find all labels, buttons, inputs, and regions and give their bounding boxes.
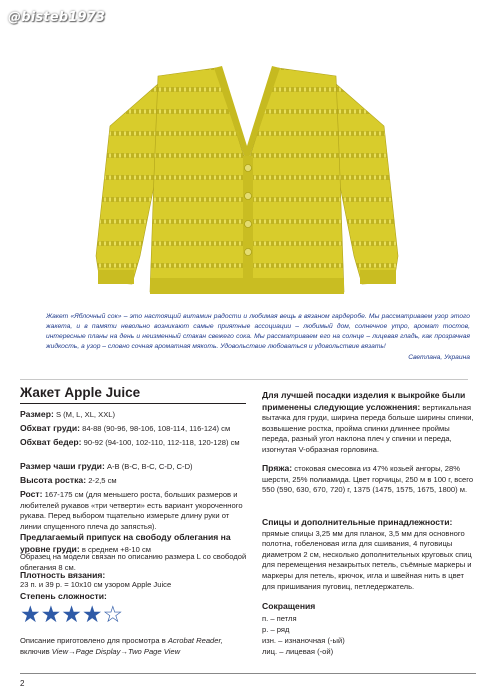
abbr-item: лиц. – лицевая (-ой) — [262, 647, 334, 656]
fit-block: Для лучшей посадки изделия к выкройке были применены следующие усложнения: вертикальная вытачка для груди, ширина переда больше ширины спинки, возвышение ростка, пройма спинки длиннее проймы переда, разный угол наклона плеч у спинки и переда, изогнутая V-образная горловина. — [262, 390, 474, 454]
ease-line: Предлагаемый припуск на свободу облегания на уровне груди: в среднем +8-10 см — [20, 532, 231, 554]
abbr-heading: Сокращения — [262, 601, 316, 611]
hip-line: Обхват бедер: 90-92 (94-100, 102-110, 112-118, 120-128) см — [20, 437, 240, 447]
yarn-block: Пряжа: стоковая смесовка из 47% козьей ангоры, 28% шерсти, 25% полиамида. Цвет горчицы, 250 м в 100 г, всего 550 (590, 630, 670, 720) г, 1375 (1475, 1575, 1675, 1800) м. — [262, 463, 474, 495]
growth-line: Рост: 167-175 см (для меньшего роста, больших размеров и любителей рукавов «три четверти» есть вариант укороченного рукава. Перед выбором тщательно измерьте длину руки от линии спущенного плеча до запястья). — [20, 489, 243, 531]
sweater-photo — [88, 56, 406, 306]
note-line-1: Описание приготовлено для просмотра в Acrobat Reader, — [20, 636, 223, 645]
abbr-item: п. – петля — [262, 614, 297, 623]
abbr-item: р. – ряд — [262, 625, 290, 634]
gauge-value: 23 п. и 39 р. = 10x10 см узором Apple Juice — [20, 580, 172, 589]
pattern-title: Жакет Apple Juice — [20, 385, 141, 400]
abbr-item: изн. – изнаночная (-ый) — [262, 636, 345, 645]
difficulty-label: Степень сложности: — [20, 591, 107, 601]
tools-block: Спицы и дополнительные принадлежности: прямые спицы 3,25 мм для планок, 3,5 мм для основного полотна, гобеленовая игла для сшивания, 4 пуговицы диаметром 2 см, несколько дополнительных круговых спиц для перемещения незакрытых петель, съёмные маркеры и маркеры для петель, крючок, игла и швейная нить в цвет для пришивания пуговиц, петледержатель. — [262, 517, 472, 591]
intro-signature: Светлана, Украина — [408, 354, 470, 361]
page-number: 2 — [20, 679, 25, 688]
intro-text: Жакет «Яблочный сок» – это настоящий витамин радости и любимая вещь в вязаном гардеробе. Мы рассматриваем узор этого жакета, и в памяти невольно возникают самые приятные ассоциации – любимый дом, солнечное утро, аромат тостов, интересные планы на день и неизменный стакан свежего сока. Мы рассматриваем его на солнце – лицевая гладь, как прозрачная жидкость, а узор – словно сочная ароматная мякоть. Удовольствие любоваться и удовольствие вязать! — [46, 313, 470, 350]
divider — [20, 379, 468, 380]
height-line: Высота ростка: 2-2,5 см — [20, 475, 117, 485]
footer-divider — [20, 673, 476, 674]
cup-line: Размер чаши груди: A-B (B-C, B-C, C-D, C-D) — [20, 461, 193, 471]
title-underline — [20, 403, 246, 404]
note-line-2: включив View→Page Display→Two Page View — [20, 647, 181, 656]
difficulty-stars: ★★★★☆ — [20, 601, 124, 627]
size-line: Размер: S (M, L, XL, XXL) — [20, 409, 116, 419]
watermark: @bisteb1973 — [8, 10, 106, 25]
gauge-label: Плотность вязания: — [20, 570, 106, 580]
chest-line: Обхват груди: 84-88 (90-96, 98-106, 108-114, 116-124) см — [20, 423, 231, 433]
sample-text: Образец на модели связан по описанию размера L со свободой облегания 8 см. — [20, 552, 247, 572]
